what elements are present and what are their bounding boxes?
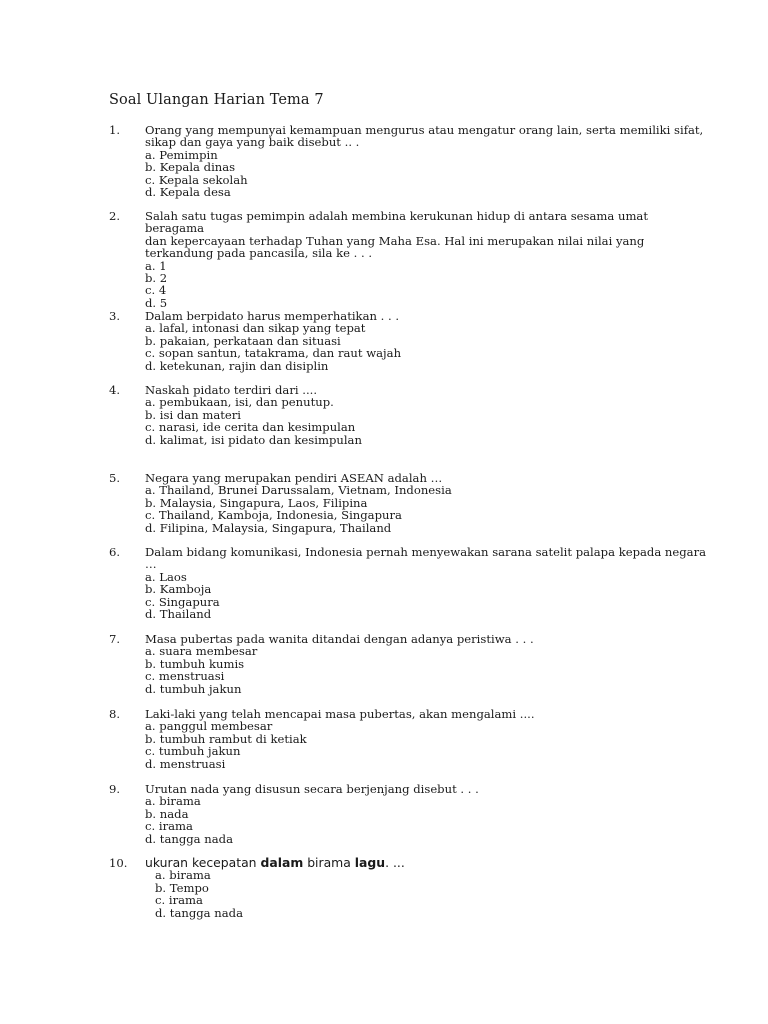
option-c: c. sopan santun, tatakrama, dan raut wajah xyxy=(145,346,402,361)
question-text: Urutan nada yang disusun secara berjenjang disebut . . . xyxy=(145,782,479,796)
option-d: d. tangga nada xyxy=(155,905,243,920)
option-d: d. kalimat, isi pidato dan kesimpulan xyxy=(145,432,362,447)
option-a: a. birama xyxy=(155,868,211,883)
question-number: 9. xyxy=(109,782,121,796)
question-text xyxy=(145,857,709,869)
option-a: a. pembukaan, isi, dan penutup. xyxy=(145,395,334,410)
option-d: d. Filipina, Malaysia, Singapura, Thailand xyxy=(145,520,392,535)
option-a: a. lafal, intonasi dan sikap yang tepat xyxy=(145,321,366,336)
question-text: Orang yang mempunyai kemampuan mengurus atau mengatur orang lain, serta memiliki sifat, sikap dan gaya yang baik disebut .. . xyxy=(145,123,704,150)
question-text: Dalam bidang komunikasi, Indonesia pernah menyewakan sarana satelit palapa kepada negara … xyxy=(145,545,707,572)
question-1 xyxy=(109,124,709,198)
question-6 xyxy=(109,546,709,620)
question-7 xyxy=(109,633,709,695)
question-text: Masa pubertas pada wanita ditandai dengan adanya peristiwa . . . xyxy=(145,632,534,646)
question-text: Laki-laki yang telah mencapai masa pubertas, akan mengalami .... xyxy=(145,707,535,721)
option-b: b. tumbuh rambut di ketiak xyxy=(145,731,307,746)
option-c: c. menstruasi xyxy=(145,669,225,684)
option-b: b. Malaysia, Singapura, Laos, Filipina xyxy=(145,495,368,510)
document-title: Soal Ulangan Harian Tema 7 xyxy=(109,92,324,108)
option-c: c. irama xyxy=(155,893,203,908)
question-2 xyxy=(109,210,709,309)
question-text-bold: dalam xyxy=(260,855,304,870)
question-text-part: birama xyxy=(303,855,355,870)
question-3 xyxy=(109,310,709,372)
option-c: c. irama xyxy=(145,819,193,834)
option-b: b. Tempo xyxy=(155,880,209,895)
question-number: 4. xyxy=(109,383,121,397)
option-b: b. Kepala dinas xyxy=(145,160,236,175)
question-text: Salah satu tugas pemimpin adalah membina kerukunan hidup di antara sesama umat beragama dan kepercayaan terhadap Tuhan yang Maha Esa. Hal ini merupakan nilai nilai yang terkandung pada pancasila, sila ke . . . xyxy=(145,209,649,261)
question-text-part: . ... xyxy=(385,855,405,870)
question-text: Dalam berpidato harus memperhatikan . . . xyxy=(145,309,400,323)
option-d: d. 5 xyxy=(145,295,168,310)
option-b: b. isi dan materi xyxy=(145,407,242,422)
option-d: d. tumbuh jakun xyxy=(145,681,242,696)
option-a: a. Pemimpin xyxy=(145,147,218,162)
option-d: d. menstruasi xyxy=(145,756,226,771)
question-5 xyxy=(109,472,709,534)
question-number: 7. xyxy=(109,632,121,646)
question-number: 1. xyxy=(109,123,121,137)
question-number: 2. xyxy=(109,209,121,223)
question-number: 6. xyxy=(109,545,121,559)
question-text: Naskah pidato terdiri dari .... xyxy=(145,383,318,397)
option-c: c. Kepala sekolah xyxy=(145,172,248,187)
option-b: b. pakaian, perkataan dan situasi xyxy=(145,333,341,348)
question-4 xyxy=(109,384,709,446)
option-c: c. Singapura xyxy=(145,594,220,609)
option-b: b. Kamboja xyxy=(145,582,212,597)
option-a: a. suara membesar xyxy=(145,644,258,659)
option-d: d. Kepala desa xyxy=(145,185,231,200)
option-c: c. 4 xyxy=(145,283,167,298)
option-b: b. 2 xyxy=(145,271,168,286)
option-a: a. birama xyxy=(145,794,201,809)
question-10 xyxy=(109,857,709,919)
option-c: c. Thailand, Kamboja, Indonesia, Singapura xyxy=(145,508,402,523)
question-number: 8. xyxy=(109,707,121,721)
option-b: b. nada xyxy=(145,806,189,821)
question-9 xyxy=(109,783,709,845)
question-8 xyxy=(109,708,709,770)
option-d: d. Thailand xyxy=(145,607,212,622)
question-text-part: ukuran kecepatan xyxy=(145,855,261,870)
option-b: b. tumbuh kumis xyxy=(145,656,245,671)
option-d: d. tangga nada xyxy=(145,831,233,846)
option-a: a. Laos xyxy=(145,569,187,584)
option-a: a. panggul membesar xyxy=(145,719,273,734)
question-text-bold: lagu xyxy=(354,855,386,870)
question-number: 10. xyxy=(109,856,128,870)
question-number: 3. xyxy=(109,309,121,323)
option-a: a. 1 xyxy=(145,258,167,273)
option-c: c. narasi, ide cerita dan kesimpulan xyxy=(145,420,356,435)
option-a: a. Thailand, Brunei Darussalam, Vietnam, Indonesia xyxy=(145,483,452,498)
question-text: Negara yang merupakan pendiri ASEAN adalah … xyxy=(145,471,443,485)
question-number: 5. xyxy=(109,471,121,485)
option-c: c. tumbuh jakun xyxy=(145,744,241,759)
option-d: d. ketekunan, rajin dan disiplin xyxy=(145,358,329,373)
